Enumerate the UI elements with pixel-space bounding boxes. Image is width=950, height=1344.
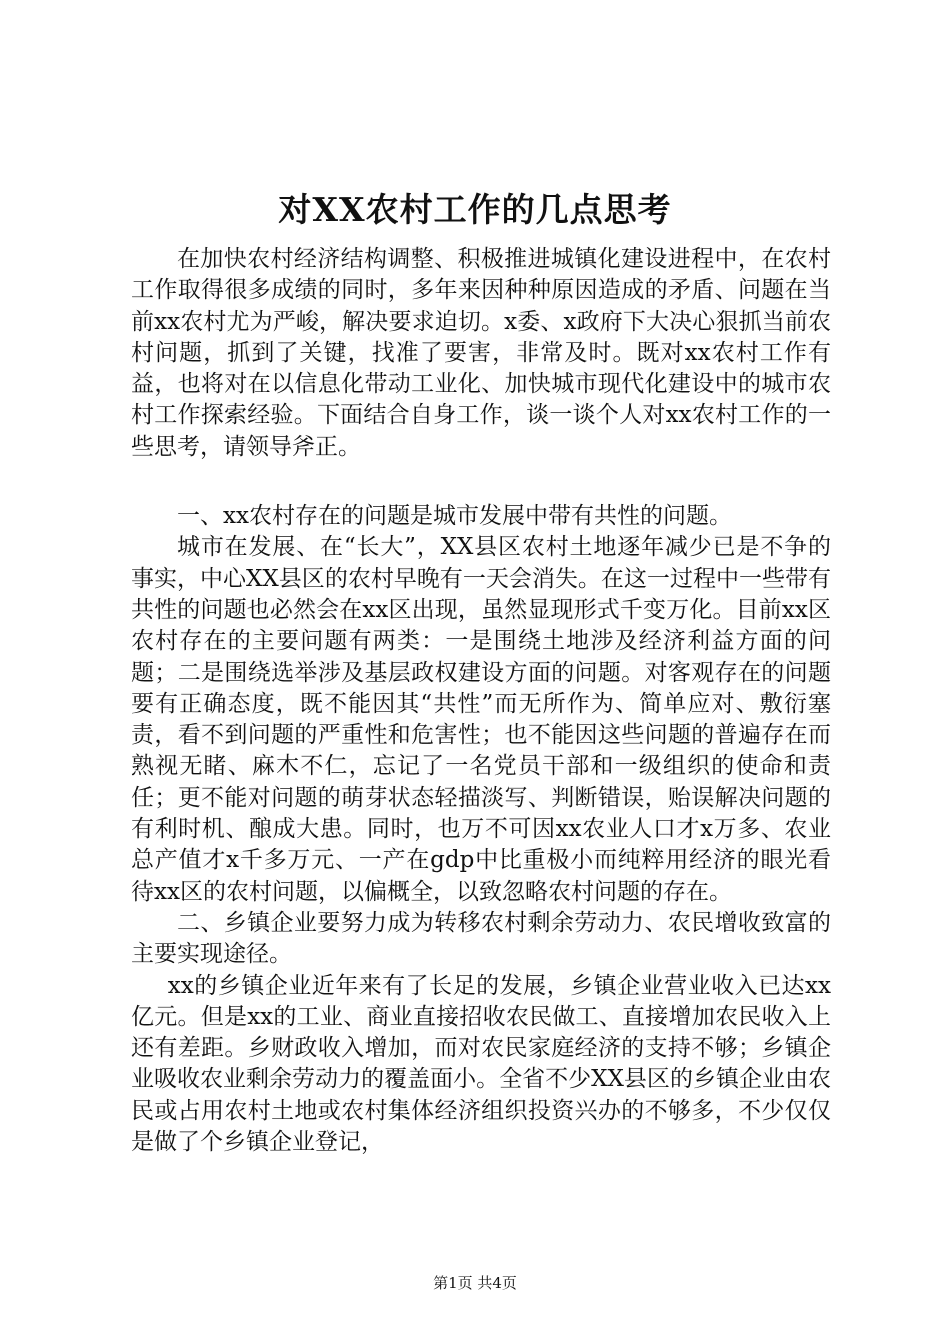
page-number-footer: 第1页 共4页	[433, 1274, 517, 1292]
paragraph-section-2: xx的乡镇企业近年来有了长足的发展，乡镇企业营业收入已达xx亿元。但是xx的工业、商业直接招收农民做工、直接增加农民收入上还有差距。乡财政收入增加，而对农民家庭经济的支持不够；乡镇企业吸收农业剩余劳动力的覆盖面小。全省不少XX县区的乡镇企业由农民或占用农村土地或农村集体经济组织投资兴办的不够多，不少仅仅是做了个乡镇企业登记，	[131, 972, 831, 1156]
document-body	[131, 244, 831, 1158]
page-title: 对XX农村工作的几点思考	[278, 190, 672, 229]
paragraph-section-1: 城市在发展、在“长大”，XX县区农村土地逐年减少已是不争的事实，中心XX县区的农村早晚有一天会消失。在这一过程中一些带有共性的问题也必然会在xx区出现，虽然显现形式千变万化。目前xx区农村存在的主要问题有两类：一是围绕土地涉及经济利益方面的问题；二是围绕选举涉及基层政权建设方面的问题。对客观存在的问题要有正确态度，既不能因其“共性”而无所作为、简单应对、敷衍塞责，看不到问题的严重性和危害性；也不能因这些问题的普遍存在而熟视无睹、麻木不仁，忘记了一名党员干部和一级组织的使命和责任；更不能对问题的萌芽状态轻描淡写、判断错误，贻误解决问题的有利时机、酿成大患。同时，也万不可因xx农业人口才x万多、农业总产值才x千多万元、一产在gdp中比重极小而纯粹用经济的眼光看待xx区的农村问题，以偏概全，以致忽略农村问题的存在。	[131, 534, 831, 905]
section-heading-1: 一、xx农村存在的问题是城市发展中带有共性的问题。	[177, 503, 732, 530]
paragraph-intro: 在加快农村经济结构调整、积极推进城镇化建设进程中，在农村工作取得很多成绩的同时，多年来因种种原因造成的矛盾、问题在当前xx农村尤为严峻，解决要求迫切。x委、x政府下大决心狠抓当前农村问题，抓到了关键，找准了要害，非常及时。既对xx农村工作有益，也将对在以信息化带动工业化、加快城市现代化建设中的城市农村工作探索经验。下面结合自身工作，谈一谈个人对xx农村工作的一些思考，请领导斧正。	[131, 246, 831, 460]
section-heading-2: 二、乡镇企业要努力成为转移农村剩余劳动力、农民增收致富的主要实现途径。	[131, 909, 831, 968]
